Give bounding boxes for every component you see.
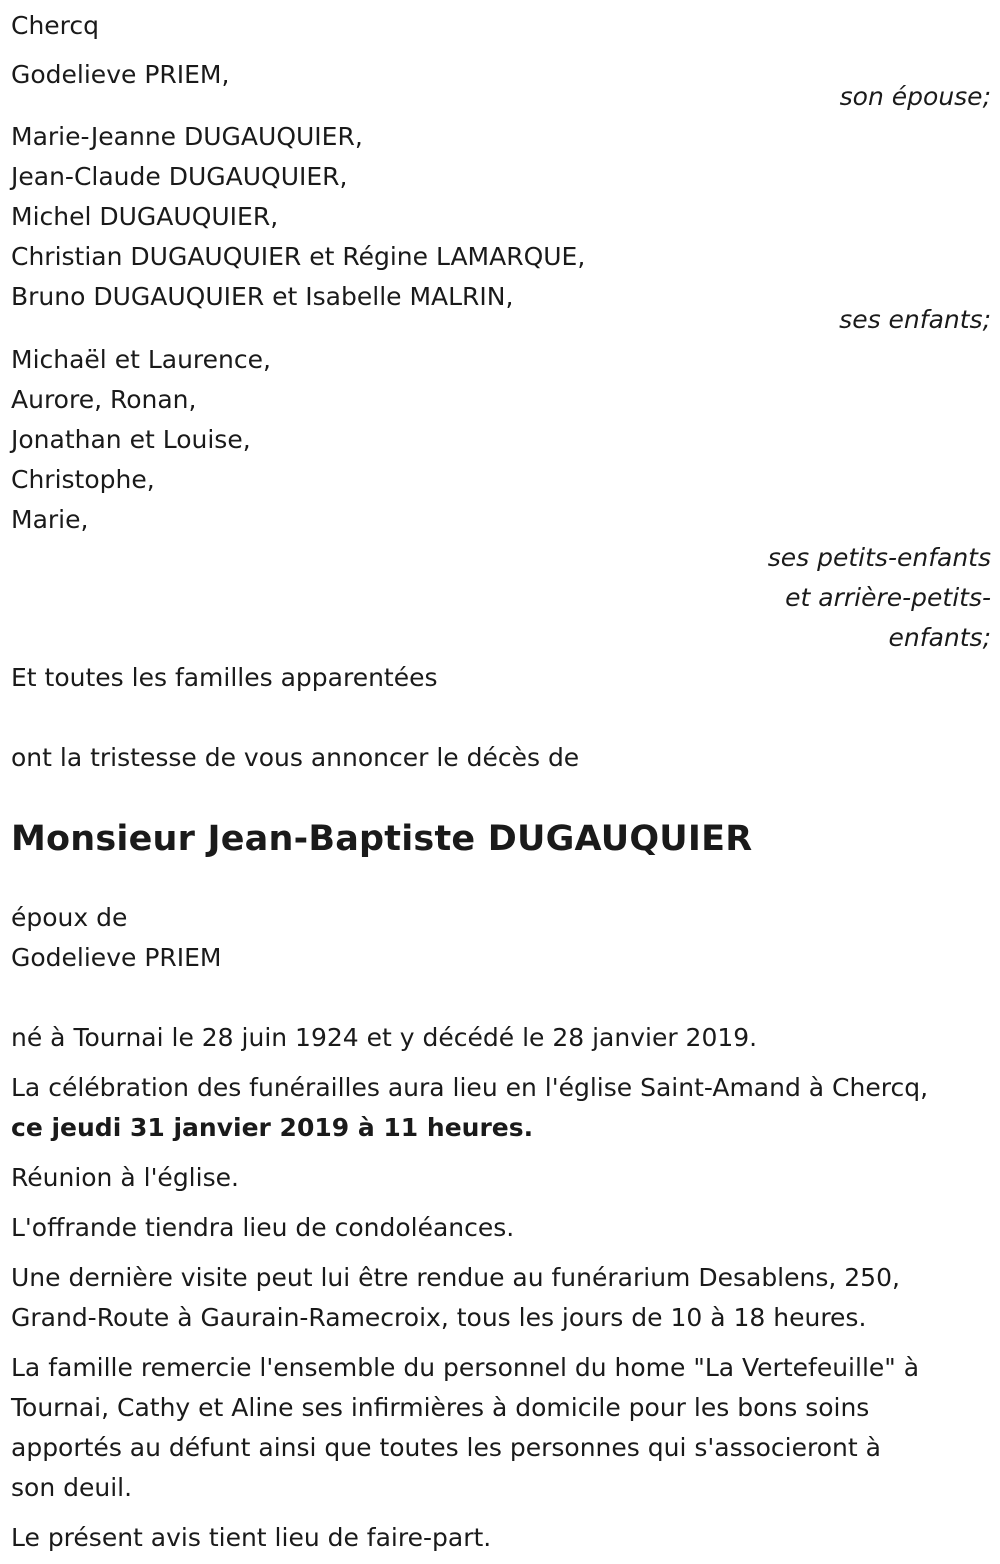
child-name: Marie-Jeanne DUGAUQUIER,: [11, 122, 363, 151]
child-name: Jean-Claude DUGAUQUIER,: [11, 162, 348, 191]
funeral-datetime: ce jeudi 31 janvier 2019 à 11 heures.: [11, 1113, 534, 1142]
thanks-line: apportés au défunt ainsi que toutes les personnes qui s'associeront à: [11, 1433, 881, 1462]
grandchildren-role-line: et arrière-petits-: [785, 583, 991, 612]
spouse-name: Godelieve PRIEM,: [11, 60, 230, 89]
visit-line: Une dernière visite peut lui être rendue au funérarium Desablens, 250,: [11, 1263, 900, 1292]
spouse-section: [11, 55, 991, 117]
grandchild-name: Aurore, Ronan,: [11, 385, 197, 414]
grandchild-name: Jonathan et Louise,: [11, 425, 251, 454]
thanks-line: Tournai, Cathy et Aline ses infirmières à domicile pour les bons soins: [11, 1393, 870, 1422]
offering-info: L'offrande tiendra lieu de condoléances.: [11, 1213, 515, 1242]
grandchildren-role-line: enfants;: [888, 623, 991, 652]
closing-note: Le présent avis tient lieu de faire-part.: [11, 1523, 492, 1552]
deceased-name: Monsieur Jean-Baptiste DUGAUQUIER: [11, 819, 753, 859]
grandchildren-role-line: ses petits-enfants: [767, 543, 991, 572]
visit-info: [11, 1258, 991, 1338]
related-families: Et toutes les familles apparentées: [11, 663, 438, 692]
spouse-role: son épouse;: [839, 82, 991, 111]
meeting-info: Réunion à l'église.: [11, 1163, 239, 1192]
thanks-paragraph: [11, 1348, 991, 1508]
spouse-of-section: [11, 898, 991, 978]
spouse-of-name: Godelieve PRIEM: [11, 943, 222, 972]
birth-death-info: né à Tournai le 28 juin 1924 et y décédé le 28 janvier 2019.: [11, 1023, 758, 1052]
thanks-line: son deuil.: [11, 1473, 133, 1502]
grandchildren-section: [11, 340, 991, 658]
obituary-notice: [11, 6, 991, 1558]
child-name: Bruno DUGAUQUIER et Isabelle MALRIN,: [11, 282, 514, 311]
announcement-text: ont la tristesse de vous annoncer le décès de: [11, 743, 580, 772]
grandchild-name: Christophe,: [11, 465, 155, 494]
child-name: Christian DUGAUQUIER et Régine LAMARQUE,: [11, 242, 586, 271]
visit-line: Grand-Route à Gaurain-Ramecroix, tous les jours de 10 à 18 heures.: [11, 1303, 867, 1332]
grandchild-name: Marie,: [11, 505, 89, 534]
thanks-line: La famille remercie l'ensemble du personnel du home "La Vertefeuille" à: [11, 1353, 920, 1382]
grandchild-name: Michaël et Laurence,: [11, 345, 271, 374]
children-role: ses enfants;: [839, 305, 991, 334]
funeral-info: [11, 1068, 991, 1148]
location: Chercq: [11, 11, 100, 40]
spouse-of-label: époux de: [11, 903, 128, 932]
funeral-text: La célébration des funérailles aura lieu en l'église Saint-Amand à Chercq,: [11, 1073, 929, 1102]
child-name: Michel DUGAUQUIER,: [11, 202, 279, 231]
children-section: [11, 117, 991, 340]
